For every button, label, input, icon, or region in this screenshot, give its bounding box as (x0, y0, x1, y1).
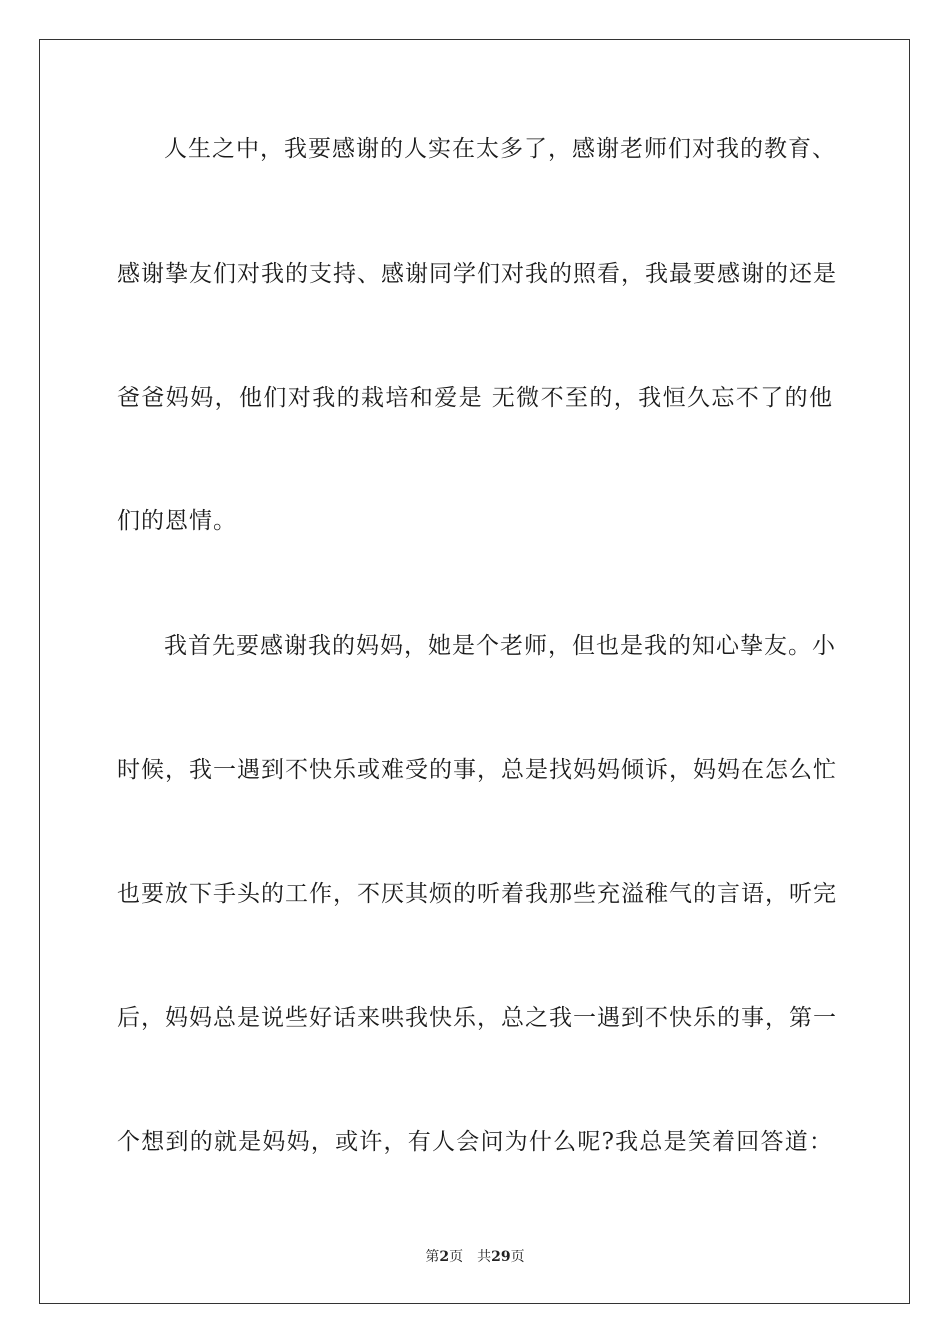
page-label-suffix: 页 (449, 1249, 464, 1265)
paragraph-1-line-2: 感谢挚友们对我的支持、感谢同学们对我的照看，我最要感谢的还是 (117, 261, 837, 287)
paragraph-2-line-4: 后，妈妈总是说些好话来哄我快乐，总之我一遇到不快乐的事，第一 (117, 1005, 837, 1031)
total-label-suffix: 页 (510, 1249, 525, 1265)
page-border (39, 39, 910, 1304)
page-number: 2 (439, 1249, 450, 1265)
total-pages: 29 (491, 1249, 511, 1265)
paragraph-2-line-3: 也要放下手头的工作，不厌其烦的听着我那些充溢稚气的言语，听完 (117, 881, 837, 907)
paragraph-2-line-2: 时候，我一遇到不快乐或难受的事，总是找妈妈倾诉，妈妈在怎么忙 (117, 757, 837, 783)
total-label-prefix: 共 (477, 1249, 492, 1265)
paragraph-1-line-1: 人生之中，我要感谢的人实在太多了，感谢老师们对我的教育、 (164, 136, 836, 162)
paragraph-2-line-5: 个想到的就是妈妈，或许，有人会问为什么呢?我总是笑着回答道： (117, 1129, 833, 1155)
paragraph-1-line-3: 爸爸妈妈，他们对我的栽培和爱是 无微不至的，我恒久忘不了的他 (117, 385, 833, 411)
paragraph-2-line-1: 我首先要感谢我的妈妈，她是个老师，但也是我的知心挚友。小 (164, 633, 836, 659)
paragraph-1-line-4: 们的恩情。 (117, 508, 237, 534)
page-footer (0, 1247, 950, 1267)
page-label-prefix: 第 (425, 1249, 440, 1265)
